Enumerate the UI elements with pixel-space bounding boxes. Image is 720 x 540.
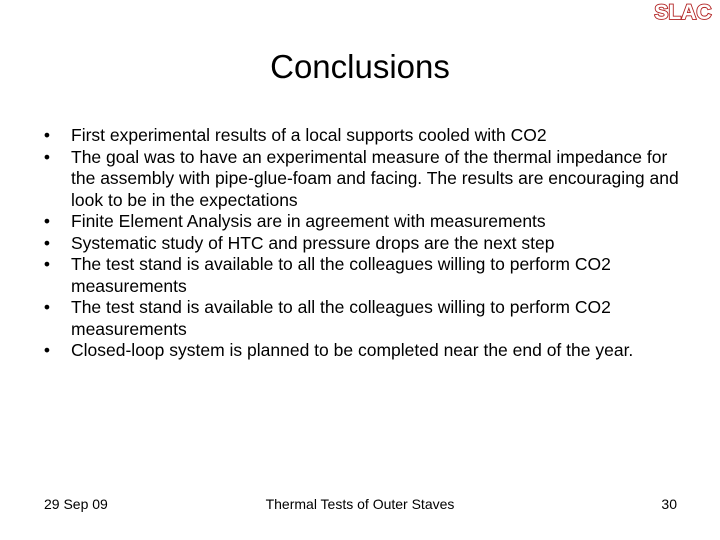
- bullet-item: [40, 233, 680, 255]
- bullet-dot: •: [43, 211, 51, 231]
- bullet-dot: •: [43, 340, 51, 360]
- bullet-item: [40, 297, 680, 340]
- bullet-text: Finite Element Analysis are in agreement with measurements: [71, 211, 546, 231]
- bullet-text: First experimental results of a local supports cooled with CO2: [71, 125, 547, 145]
- bullet-text: The goal was to have an experimental measure of the thermal impedance for the assembly with pipe-glue-foam and facing. The results are encouraging and look to be in the expectations: [71, 146, 679, 210]
- bullet-list: [40, 125, 680, 362]
- bullet-dot: •: [43, 254, 51, 274]
- bullet-text: The test stand is available to all the colleagues willing to perform CO2 measurements: [71, 254, 611, 296]
- footer-title: Thermal Tests of Outer Staves: [265, 496, 455, 512]
- bullet-item: [40, 211, 680, 233]
- slac-logo-text: SLAC: [654, 1, 712, 24]
- bullet-item: [40, 254, 680, 297]
- bullet-text: Systematic study of HTC and pressure drops are the next step: [71, 232, 555, 253]
- bullet-item: [40, 125, 680, 147]
- footer-date: 29 Sep 09: [44, 496, 108, 512]
- bullet-text: The test stand is available to all the colleagues willing to perform CO2 measurements: [71, 297, 611, 339]
- bullet-item: [40, 340, 680, 362]
- bullet-dot: •: [43, 146, 51, 167]
- page-number: 30: [661, 496, 677, 512]
- bullet-text: Closed-loop system is planned to be completed near the end of the year.: [71, 340, 634, 360]
- bullet-dot: •: [43, 125, 51, 145]
- bullet-dot: •: [43, 297, 51, 317]
- slac-logo: [648, 0, 718, 26]
- bullet-dot: •: [43, 232, 51, 253]
- slide-title: Conclusions: [270, 48, 450, 85]
- bullet-item: [40, 147, 680, 212]
